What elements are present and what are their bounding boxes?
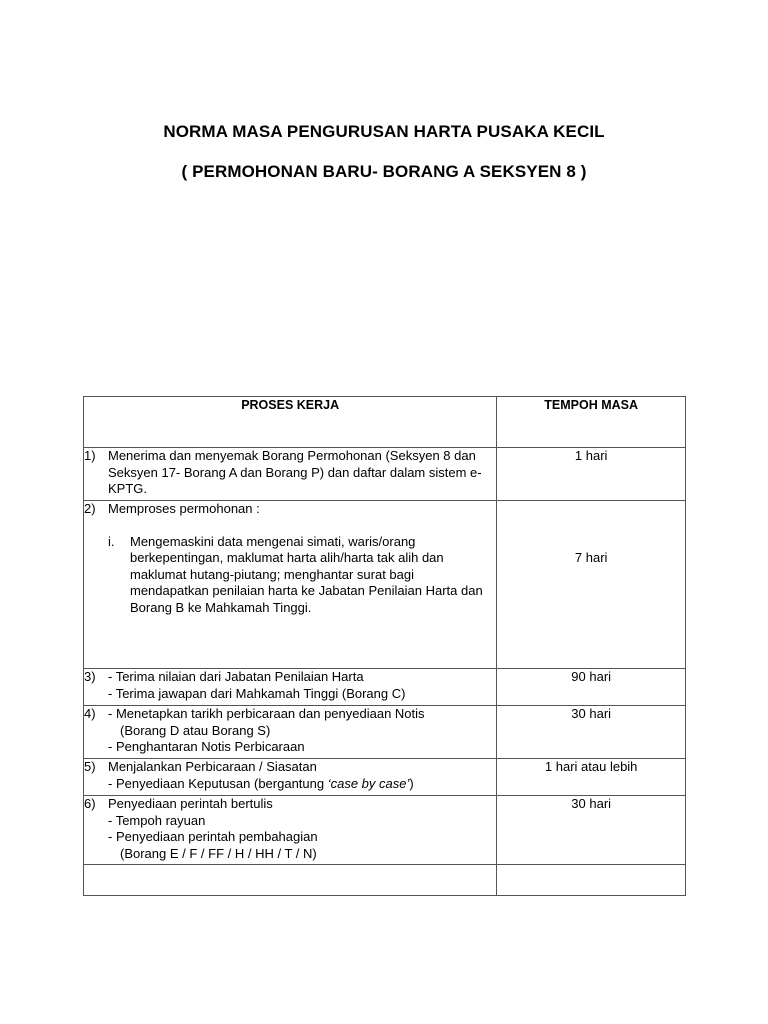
table-header-row	[84, 397, 686, 448]
duration-cell: 30 hari	[497, 796, 686, 865]
process-line	[108, 776, 496, 793]
process-line: - Penyediaan perintah pembahagian	[108, 829, 318, 844]
norma-table	[83, 396, 686, 896]
process-line: Penyediaan perintah bertulis	[108, 796, 273, 811]
table-row-empty	[84, 865, 686, 896]
process-line: - Menetapkan tarikh perbicaraan dan penyediaan Notis	[108, 706, 425, 721]
duration-cell-empty	[497, 865, 686, 896]
process-line: - Tempoh rayuan	[108, 812, 206, 828]
process-line: Menjalankan Perbicaraan / Siasatan	[108, 759, 317, 774]
process-text: Menerima dan menyemak Borang Permohonan (Seksyen 8 dan Seksyen 17- Borang A dan Borang P) dan daftar dalam sistem e-KPTG.	[108, 448, 482, 496]
header-tempoh-masa: TEMPOH MASA	[497, 397, 686, 448]
row-number: 6)	[84, 796, 96, 811]
duration-cell: 90 hari	[497, 669, 686, 706]
process-line: - Penghantaran Notis Perbicaraan	[108, 739, 305, 754]
process-text: Memproses permohonan :	[108, 501, 260, 516]
process-line: - Terima nilaian dari Jabatan Penilaian Harta	[108, 669, 364, 684]
duration-cell: 1 hari	[497, 448, 686, 501]
duration-cell: 7 hari	[497, 501, 686, 669]
document-title: NORMA MASA PENGURUSAN HARTA PUSAKA KECIL	[163, 122, 605, 141]
row-number: 5)	[84, 759, 96, 774]
process-line: (Borang D atau Borang S)	[120, 722, 271, 738]
sub-item-marker: i.	[108, 533, 115, 549]
document-subtitle: ( PERMOHONAN BARU- BORANG A SEKSYEN 8 )	[181, 162, 587, 181]
process-cell	[84, 669, 497, 706]
process-cell	[84, 796, 497, 865]
process-cell-empty	[84, 865, 497, 896]
row-number: 2)	[84, 501, 96, 516]
table-row	[84, 669, 686, 706]
process-cell	[84, 448, 497, 501]
table-row	[84, 501, 686, 669]
table-row	[84, 706, 686, 759]
table-row	[84, 759, 686, 796]
row-number: 4)	[84, 706, 96, 721]
duration-cell: 1 hari atau lebih	[497, 759, 686, 796]
process-line-text: )	[409, 775, 414, 791]
process-cell	[84, 759, 497, 796]
process-line-text: - Penyediaan Keputusan (bergantung	[108, 775, 328, 791]
sub-item-text: Mengemaskini data mengenai simati, waris/orang berkepentingan, maklumat harta alih/harta tak alih dan maklumat hutang-piutang; menghantar surat bagi mendapatkan penilaian harta ke Jabatan Penilaian Harta dan Borang B ke Mahkamah Tinggi.	[130, 533, 483, 615]
row-number: 1)	[84, 448, 96, 463]
header-proses-kerja: PROSES KERJA	[84, 397, 497, 448]
process-line-emphasis: ‘case by case’	[327, 775, 410, 791]
duration-cell: 30 hari	[497, 706, 686, 759]
process-cell	[84, 706, 497, 759]
process-line: - Terima jawapan dari Mahkamah Tinggi (Borang C)	[108, 685, 406, 701]
table-row	[84, 796, 686, 865]
process-line: (Borang E / F / FF / H / HH / T / N)	[120, 845, 317, 861]
table-row	[84, 448, 686, 501]
process-cell	[84, 501, 497, 669]
row-number: 3)	[84, 669, 96, 684]
